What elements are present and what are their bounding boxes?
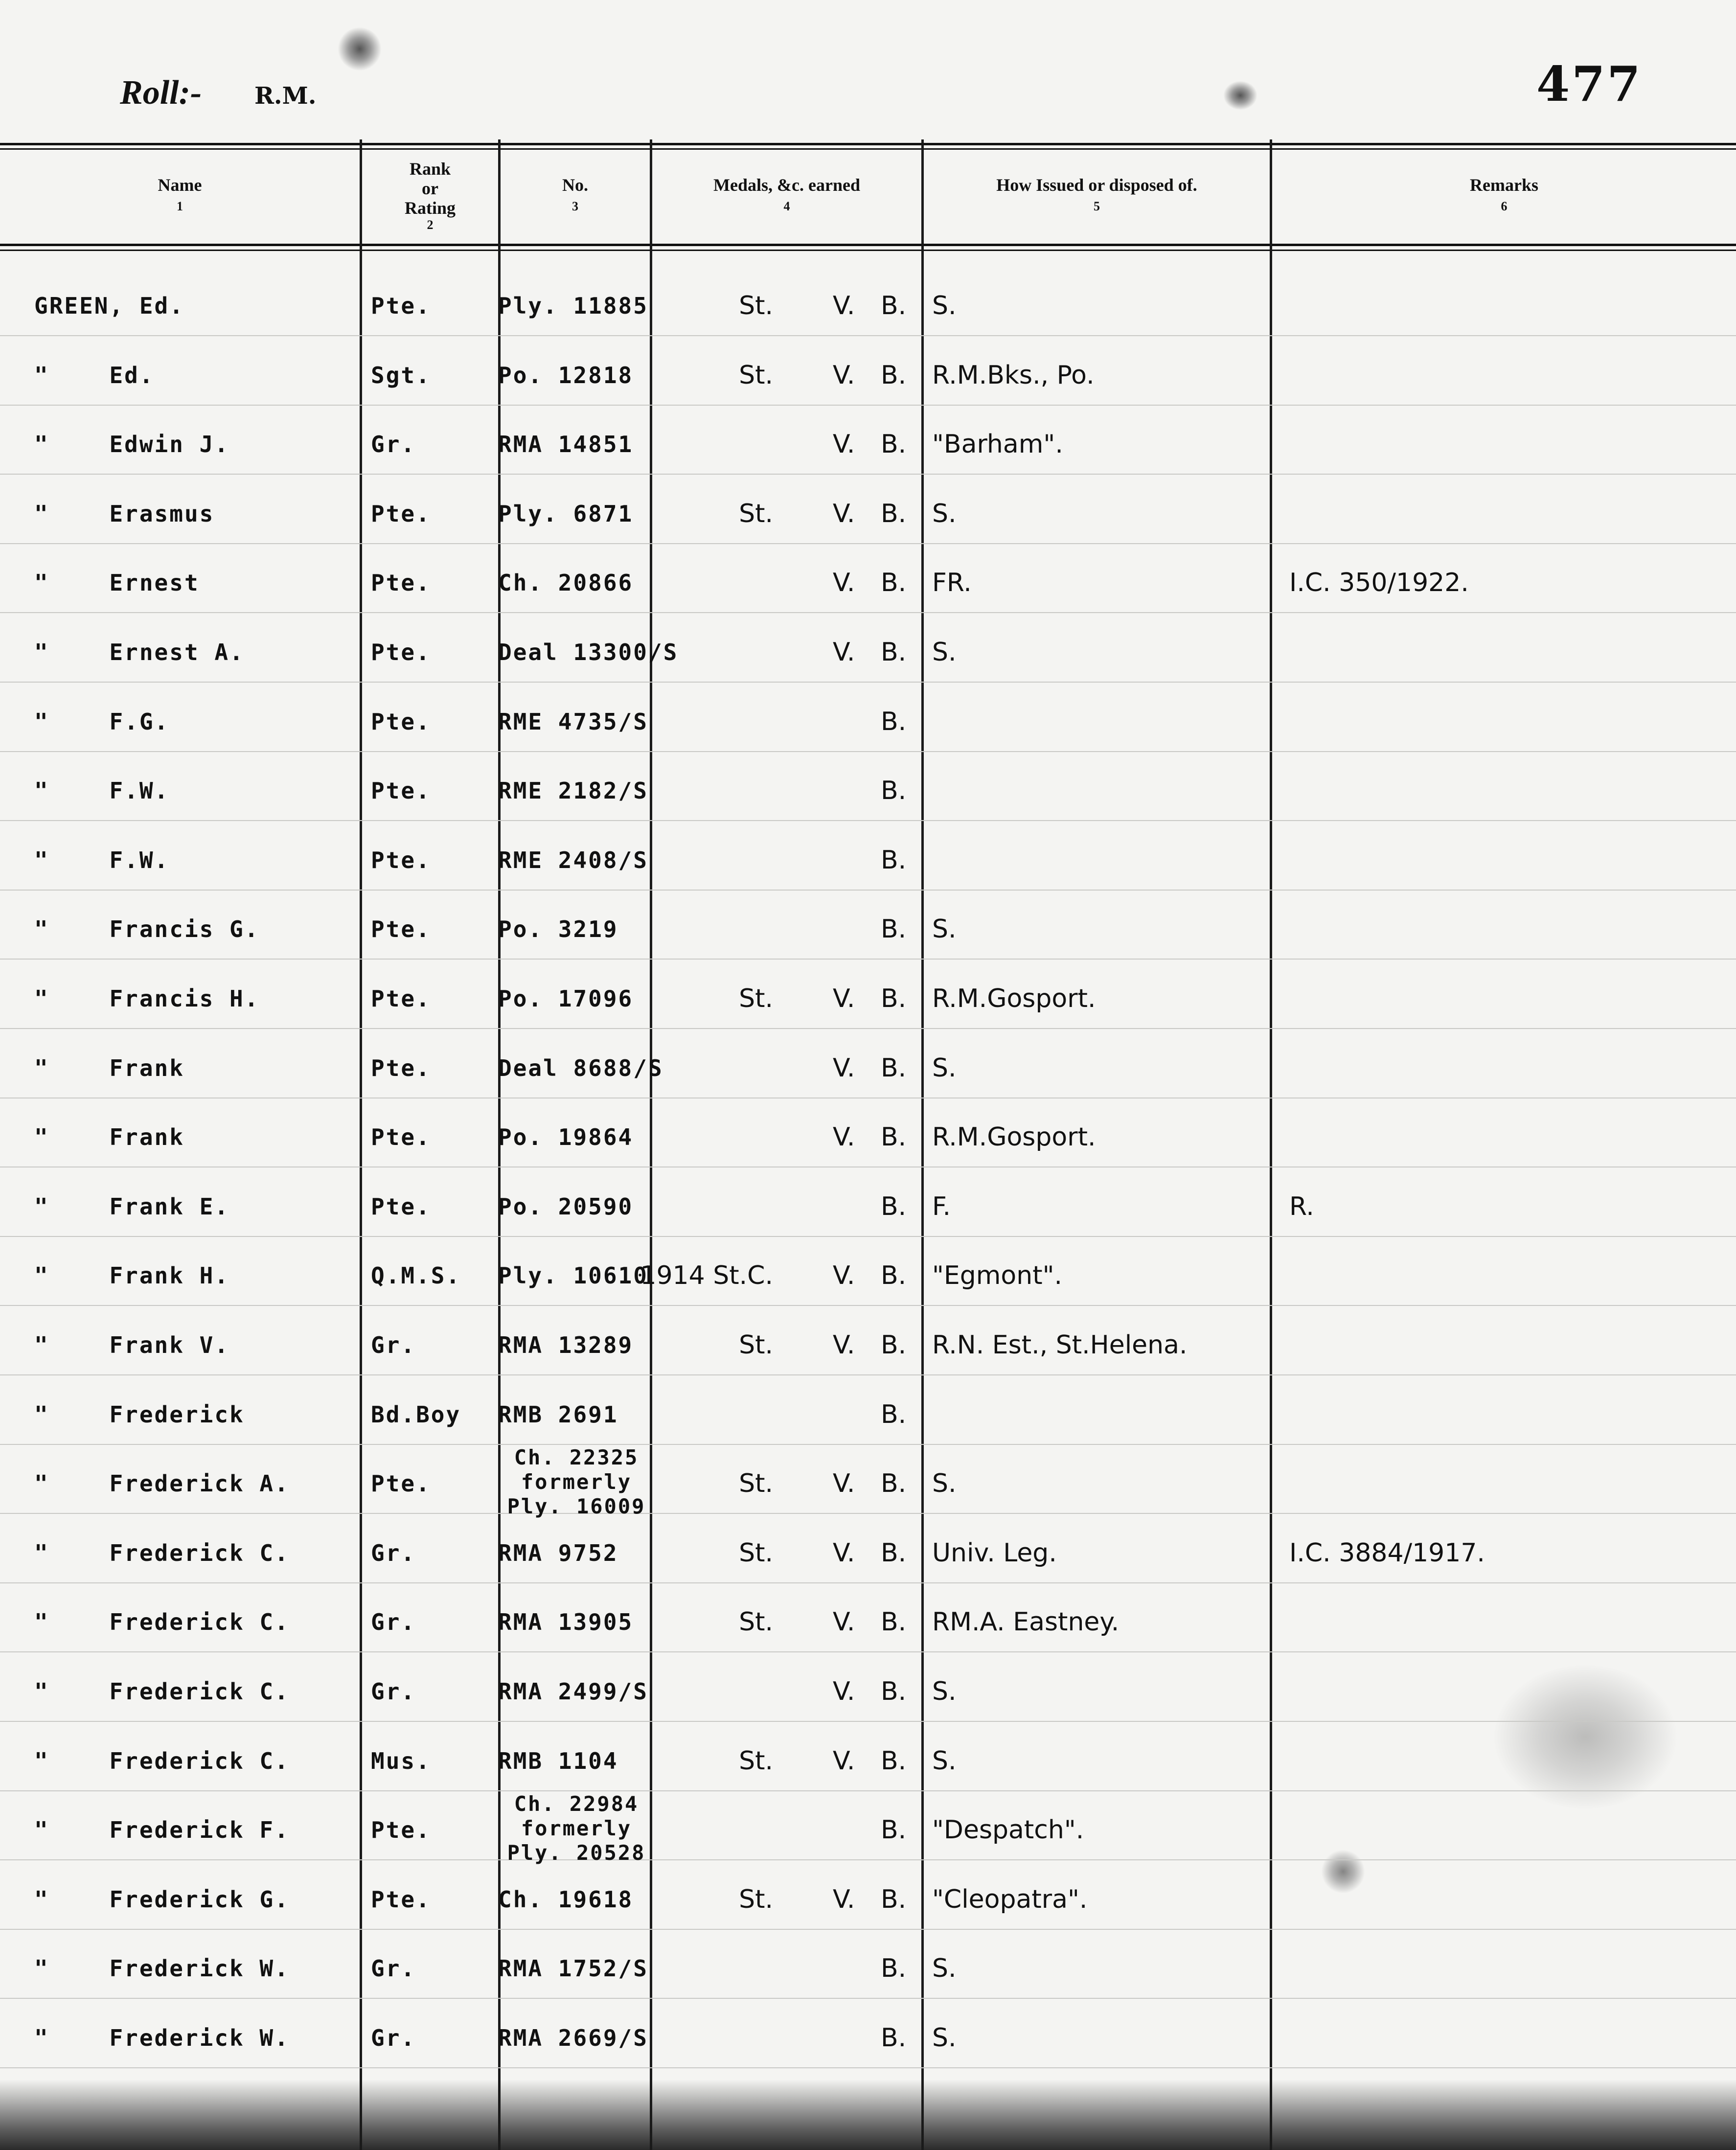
cell-b: B.	[881, 1399, 907, 1429]
row-rule	[0, 1790, 1736, 1791]
cell-v: V.	[833, 568, 855, 598]
row-rule	[0, 543, 1736, 544]
header-rule-top-2	[0, 148, 1736, 150]
cell-number: Ply. 10610	[498, 1262, 648, 1289]
row-rule	[0, 1859, 1736, 1860]
cell-st: St.	[739, 1330, 773, 1360]
cell-v: V.	[833, 638, 855, 667]
cell-issued: S.	[932, 1053, 957, 1083]
cell-rank: Pte.	[371, 916, 431, 943]
cell-issued: S.	[932, 1746, 957, 1776]
cell-remarks: I.C. 350/1922.	[1289, 568, 1469, 598]
cell-st: St.	[739, 360, 773, 390]
cell-number: Deal 13300/S	[498, 639, 679, 665]
cell-issued: S.	[932, 1677, 957, 1706]
row-rule	[0, 405, 1736, 406]
cell-b: B.	[881, 845, 907, 875]
cell-rank: Mus.	[371, 1747, 431, 1774]
cell-name: " Frank	[34, 1124, 184, 1151]
cell-b: B.	[881, 568, 907, 598]
cell-b: B.	[881, 984, 907, 1013]
cell-rank: Pte.	[371, 1886, 431, 1913]
column-header-number: 4	[783, 199, 790, 213]
cell-rank: Pte.	[371, 846, 431, 873]
cell-number: Ch. 19618	[498, 1886, 634, 1913]
cell-rank: Pte.	[371, 1193, 431, 1220]
row-rule	[0, 682, 1736, 683]
cell-number: Po. 19864	[498, 1124, 634, 1151]
cell-rank: Pte.	[371, 778, 431, 804]
cell-name: " Frederick C.	[34, 1747, 290, 1774]
cell-b: B.	[881, 1469, 907, 1499]
cell-b: B.	[881, 1815, 907, 1845]
row-rule	[0, 474, 1736, 475]
cell-number: Po. 17096	[498, 985, 634, 1012]
cell-v: V.	[833, 1746, 855, 1776]
row-rule	[0, 1305, 1736, 1306]
cell-name: " Frederick W.	[34, 2025, 290, 2051]
row-rule	[0, 1444, 1736, 1445]
cell-number: Ch. 22325 formerly Ply. 16009	[507, 1445, 646, 1519]
cell-number: RME 4735/S	[498, 708, 648, 735]
row-rule	[0, 1236, 1736, 1237]
row-rule	[0, 1998, 1736, 1999]
cell-issued: S.	[932, 291, 957, 320]
row-rule	[0, 959, 1736, 960]
cell-b: B.	[881, 1330, 907, 1360]
cell-number: RMA 14851	[498, 431, 634, 458]
cell-rank: Gr.	[371, 1332, 416, 1358]
cell-rank: Gr.	[371, 1678, 416, 1705]
cell-issued: S.	[932, 2023, 957, 2053]
column-divider	[921, 139, 924, 2150]
cell-b: B.	[881, 499, 907, 528]
cell-issued: "Barham".	[932, 430, 1063, 459]
cell-rank: Gr.	[371, 1609, 416, 1636]
cell-v: V.	[833, 1607, 855, 1637]
column-header-label: Medals, &c. earned	[713, 175, 860, 195]
cell-rank: Pte.	[371, 639, 431, 665]
cell-v: V.	[833, 430, 855, 459]
cell-rank: Pte.	[371, 1470, 431, 1497]
cell-rank: Pte.	[371, 570, 431, 596]
cell-issued: Univ. Leg.	[932, 1538, 1057, 1568]
cell-number: Po. 12818	[498, 362, 634, 389]
cell-st: St.	[739, 1746, 773, 1776]
scan-smudge	[1321, 1850, 1365, 1894]
cell-name: " Frederick C.	[34, 1678, 290, 1705]
cell-rank: Pte.	[371, 500, 431, 527]
cell-name: " F.W.	[34, 778, 170, 804]
cell-rank: Gr.	[371, 2025, 416, 2051]
cell-number: RMB 1104	[498, 1747, 618, 1774]
cell-st: St.	[739, 1538, 773, 1568]
column-header-number: 5	[1094, 199, 1100, 213]
scan-smudge	[1223, 81, 1257, 110]
cell-b: B.	[881, 1053, 907, 1083]
cell-number: Ply. 11885	[498, 293, 648, 319]
cell-v: V.	[833, 1330, 855, 1360]
cell-name: " Frank H.	[34, 1262, 230, 1289]
cell-st: St.	[739, 984, 773, 1013]
cell-rank: Pte.	[371, 708, 431, 735]
column-header-rank	[362, 152, 498, 240]
cell-b: B.	[881, 638, 907, 667]
cell-rank: Pte.	[371, 1124, 431, 1151]
cell-b: B.	[881, 1122, 907, 1152]
cell-b: B.	[881, 1677, 907, 1706]
cell-v: V.	[833, 1122, 855, 1152]
cell-issued: F.	[932, 1191, 951, 1221]
cell-rank: Pte.	[371, 985, 431, 1012]
cell-name: " Edwin J.	[34, 431, 230, 458]
row-rule	[0, 1929, 1736, 1930]
scan-smudge	[338, 27, 382, 71]
cell-number: RMA 13905	[498, 1609, 634, 1636]
header-rule-top	[0, 143, 1736, 145]
cell-rank: Gr.	[371, 431, 416, 458]
column-divider	[360, 139, 362, 2150]
cell-name: " Frank V.	[34, 1332, 230, 1358]
cell-v: V.	[833, 1053, 855, 1083]
cell-number: RME 2182/S	[498, 778, 648, 804]
column-header-number: 2	[427, 218, 434, 232]
cell-v: V.	[833, 1261, 855, 1291]
cell-issued: S.	[932, 1469, 957, 1499]
cell-issued: R.M.Gosport.	[932, 1122, 1096, 1152]
cell-st: 1914 St.C.	[640, 1261, 773, 1291]
page-number: 477	[1536, 56, 1643, 113]
cell-st: St.	[739, 499, 773, 528]
roll-value: R.M.	[254, 82, 317, 110]
cell-number: Po. 20590	[498, 1193, 634, 1220]
column-header-label: Rank or Rating	[404, 159, 456, 218]
cell-number: RMB 2691	[498, 1401, 618, 1428]
cell-v: V.	[833, 360, 855, 390]
cell-name: " Frank E.	[34, 1193, 230, 1220]
cell-b: B.	[881, 430, 907, 459]
header-rule-bottom	[0, 244, 1736, 246]
cell-number: Ch. 20866	[498, 570, 634, 596]
cell-v: V.	[833, 1677, 855, 1706]
cell-name: " Ernest	[34, 570, 200, 596]
column-divider	[1270, 139, 1272, 2150]
column-header-label: How Issued or disposed of.	[996, 175, 1197, 195]
cell-number: RMA 13289	[498, 1332, 634, 1358]
cell-b: B.	[881, 1607, 907, 1637]
column-header-remarks	[1272, 152, 1736, 240]
column-header-label: Name	[158, 175, 202, 195]
cell-b: B.	[881, 707, 907, 736]
cell-v: V.	[833, 1538, 855, 1568]
scan-shadow	[0, 2080, 1736, 2150]
cell-issued: R.N. Est., St.Helena.	[932, 1330, 1188, 1360]
cell-rank: Gr.	[371, 1539, 416, 1566]
cell-b: B.	[881, 1884, 907, 1914]
cell-st: St.	[739, 1607, 773, 1637]
cell-name: " Frederick C.	[34, 1609, 290, 1636]
cell-number: Po. 3219	[498, 916, 618, 943]
cell-issued: "Cleopatra".	[932, 1884, 1088, 1914]
column-header-label: Remarks	[1470, 175, 1538, 195]
cell-v: V.	[833, 1469, 855, 1499]
cell-rank: Sgt.	[371, 362, 431, 389]
cell-v: V.	[833, 291, 855, 320]
cell-number: RME 2408/S	[498, 846, 648, 873]
cell-b: B.	[881, 776, 907, 806]
cell-number: Deal 8688/S	[498, 1054, 663, 1081]
cell-name: " Frederick A.	[34, 1470, 290, 1497]
cell-rank: Q.M.S.	[371, 1262, 461, 1289]
cell-number: Ply. 6871	[498, 500, 634, 527]
cell-issued: R.M.Gosport.	[932, 984, 1096, 1013]
cell-rank: Pte.	[371, 1054, 431, 1081]
cell-name: " Frederick	[34, 1401, 245, 1428]
cell-b: B.	[881, 915, 907, 944]
cell-remarks: R.	[1289, 1191, 1314, 1221]
cell-st: St.	[739, 291, 773, 320]
cell-name: " F.G.	[34, 708, 170, 735]
cell-name: " Ernest A.	[34, 639, 245, 665]
cell-issued: R.M.Bks., Po.	[932, 360, 1095, 390]
cell-name: " Frederick G.	[34, 1886, 290, 1913]
row-rule	[0, 612, 1736, 613]
cell-b: B.	[881, 1538, 907, 1568]
cell-issued: RM.A. Eastney.	[932, 1607, 1119, 1637]
cell-b: B.	[881, 1746, 907, 1776]
column-header-number: 6	[1501, 199, 1508, 213]
roll-label: Roll:-	[120, 74, 202, 112]
row-rule	[0, 1513, 1736, 1514]
cell-name: " Frank	[34, 1054, 184, 1081]
cell-number: Ch. 22984 formerly Ply. 20528	[507, 1792, 646, 1865]
cell-st: St.	[739, 1469, 773, 1499]
cell-rank: Pte.	[371, 1817, 431, 1844]
row-rule	[0, 1374, 1736, 1375]
cell-issued: S.	[932, 499, 957, 528]
cell-issued: S.	[932, 1954, 957, 1984]
cell-b: B.	[881, 1954, 907, 1984]
row-rule	[0, 1028, 1736, 1029]
row-rule	[0, 2067, 1736, 2068]
scan-smudge	[1492, 1664, 1678, 1810]
cell-number: RMA 1752/S	[498, 1955, 648, 1982]
column-header-issued	[924, 152, 1270, 240]
row-rule	[0, 1166, 1736, 1167]
cell-b: B.	[881, 1261, 907, 1291]
cell-number: RMA 2499/S	[498, 1678, 648, 1705]
row-rule	[0, 1582, 1736, 1583]
column-header-medals	[652, 152, 921, 240]
cell-v: V.	[833, 1884, 855, 1914]
cell-issued: "Egmont".	[932, 1261, 1063, 1291]
column-header-number: 3	[572, 199, 578, 213]
column-header-label: No.	[562, 175, 588, 195]
row-rule	[0, 820, 1736, 821]
cell-name: " Francis G.	[34, 916, 260, 943]
cell-name: " Erasmus	[34, 500, 215, 527]
row-rule	[0, 1721, 1736, 1722]
column-header-number: 1	[177, 199, 183, 213]
cell-b: B.	[881, 1191, 907, 1221]
cell-b: B.	[881, 360, 907, 390]
row-rule	[0, 751, 1736, 752]
cell-name: GREEN, Ed.	[34, 293, 184, 319]
cell-name: " Ed.	[34, 362, 155, 389]
cell-st: St.	[739, 1884, 773, 1914]
cell-name: " Frederick F.	[34, 1817, 290, 1844]
cell-rank: Gr.	[371, 1955, 416, 1982]
cell-issued: "Despatch".	[932, 1815, 1084, 1845]
row-rule	[0, 335, 1736, 336]
cell-name: " Frederick W.	[34, 1955, 290, 1982]
cell-v: V.	[833, 984, 855, 1013]
cell-name: " F.W.	[34, 846, 170, 873]
cell-name: " Francis H.	[34, 985, 260, 1012]
cell-name: " Frederick C.	[34, 1539, 290, 1566]
row-rule	[0, 890, 1736, 891]
cell-rank: Bd.Boy	[371, 1401, 461, 1428]
cell-number: RMA 9752	[498, 1539, 618, 1566]
cell-issued: S.	[932, 638, 957, 667]
cell-rank: Pte.	[371, 293, 431, 319]
cell-b: B.	[881, 291, 907, 320]
row-rule	[0, 1651, 1736, 1652]
column-header-name	[0, 152, 360, 240]
header-rule-bottom-2	[0, 250, 1736, 251]
column-header-no	[501, 152, 650, 240]
cell-b: B.	[881, 2023, 907, 2053]
cell-remarks: I.C. 3884/1917.	[1289, 1538, 1485, 1568]
cell-issued: FR.	[932, 568, 972, 598]
cell-issued: S.	[932, 915, 957, 944]
cell-v: V.	[833, 499, 855, 528]
cell-number: RMA 2669/S	[498, 2025, 648, 2051]
